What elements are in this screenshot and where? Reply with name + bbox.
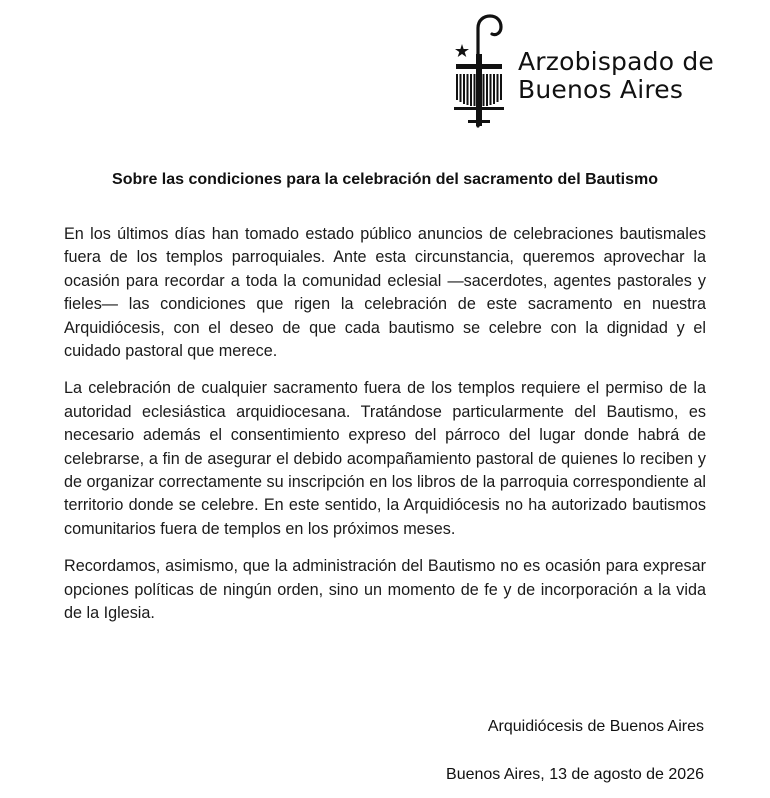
paragraph-2: La celebración de cualquier sacramento fuera de los templos requiere el permiso de la autoridad eclesiástica arquidiocesana. Tratándose particularmente del Bautismo, es necesario además el consentimiento expreso del párroco del lugar donde habrá de celebrarse, a fin de asegurar el debido acompañamiento pastoral de quienes lo reciben y de organizar correctamente su inscripción en los libros de la parroquia correspondiente al territorio donde se celebre. En este sentido, la Arquidiócesis no ha autorizado bautismos comunitarios fuera de templos en los próximos meses. — [64, 379, 706, 538]
logo-line-2: Buenos Aires — [518, 75, 684, 104]
paragraph-3: Recordamos, asimismo, que la administración del Bautismo no es ocasión para expresar opciones políticas de ningún orden, sino un momento de fe y de incorporación a la vida de la Iglesia. — [64, 557, 706, 623]
document-title: Sobre las condiciones para la celebración del sacramento del Bautismo — [112, 171, 658, 188]
signature: Arquidiócesis de Buenos Aires — [487, 718, 704, 735]
date-line: Buenos Aires, 13 de agosto de 2026 — [446, 766, 704, 783]
logo-line-1: Arzobispado de — [518, 47, 714, 76]
paragraph-1: En los últimos días han tomado estado público anuncios de celebraciones bautismales fuera de los templos parroquiales. Ante esta circunstancia, queremos aprovechar la ocasión para recordar a toda la comunidad eclesial —sacerdotes, agentes pastorales y fieles— las condiciones que rigen la celebración de este sacramento en nuestra Arquidiócesis, con el deseo de que cada bautismo se celebre con la dignidad y el cuidado pastoral que merece. — [64, 225, 706, 361]
crozier-cross-icon — [448, 14, 510, 128]
archdiocese-logo — [448, 14, 748, 130]
document-body — [64, 223, 706, 640]
logo-wordmark — [518, 48, 714, 104]
